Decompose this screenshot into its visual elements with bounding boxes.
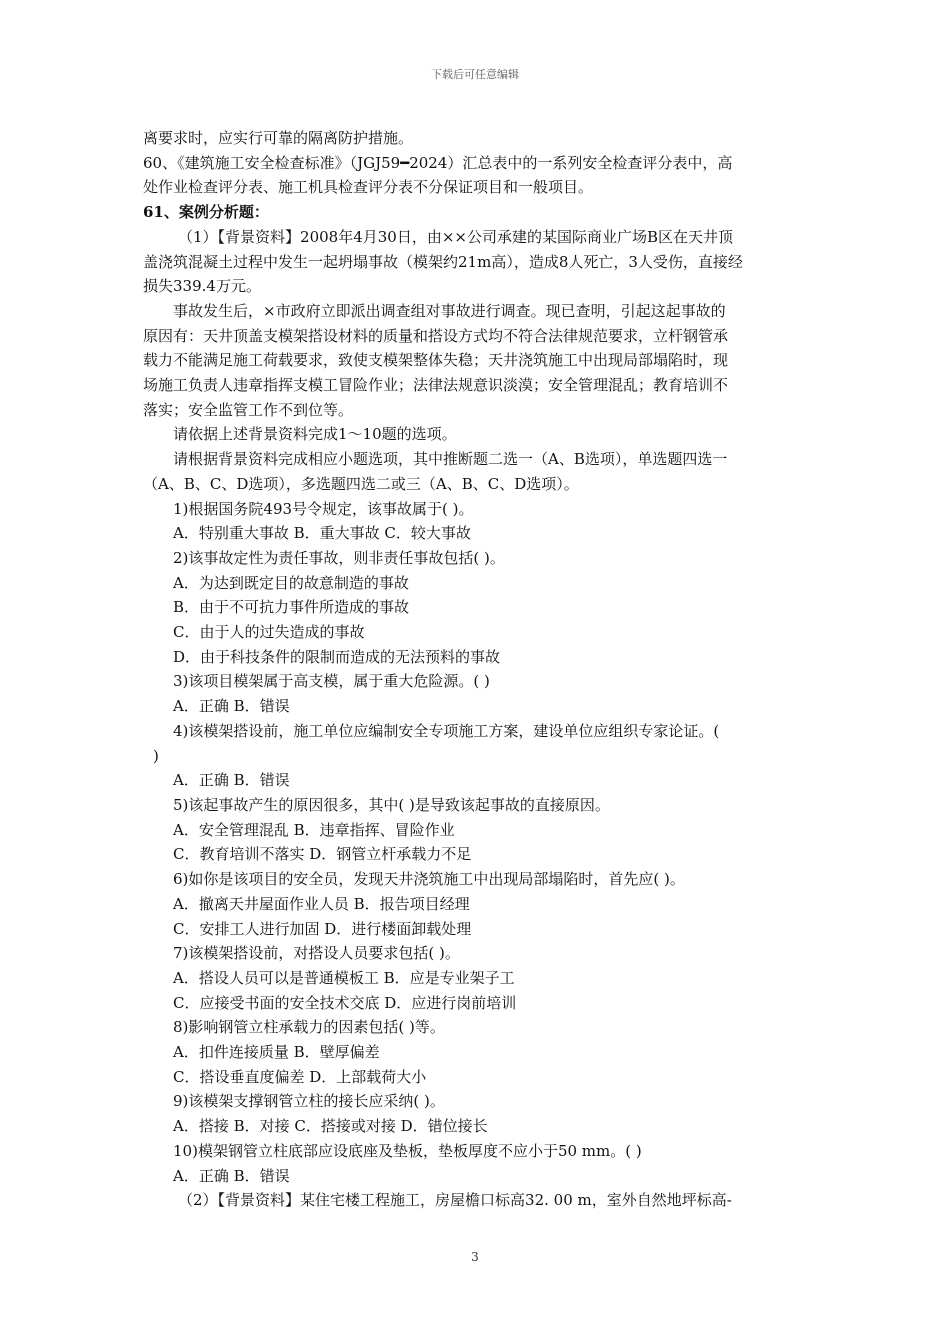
instruction-line: 请根据背景资料完成相应小题选项，其中推断题二选一（A、B选项），单选题四选一 [173,450,728,469]
options: C．应接受书面的安全技术交底 D．应进行岗前培训 [173,993,517,1012]
question: 9)该模架支撑钢管立柱的接长应采纳( )。 [173,1092,445,1111]
text-line: 载力不能满足施工荷载要求，致使支模架整体失稳；天井浇筑施工中出现局部塌陷时，现 [143,351,729,370]
instruction-line: 请依据上述背景资料完成1～10题的选项。 [173,425,457,444]
question: 5)该起事故产生的原因很多，其中( )是导致该起事故的直接原因。 [173,795,610,814]
text-line: 盖浇筑混凝土过程中发生一起坍塌事故（模架约21m高），造成8人死亡，3人受伤，直接经 [143,252,743,271]
option: D．由于科技条件的限制而造成的无法预料的事故 [173,647,501,666]
options: A．搭设人员可以是普通模板工 B．应是专业架子工 [173,968,515,987]
question: 1)根据国务院493号令规定，该事故属于( )。 [173,499,474,518]
options: A．安全管理混乱 B．违章指挥、冒险作业 [173,820,455,839]
text-line: 60、《建筑施工安全检查标准》（JGJ59━2024）汇总表中的一系列安全检查评分表中，高 [143,153,733,172]
option: A．为达到既定目的故意制造的事故 [173,573,409,592]
paragraph-line: 事故发生后，×市政府立即派出调查组对事故进行调查。现已查明，引起这起事故的 [173,301,726,320]
text-line: 处作业检查评分表、施工机具检查评分表不分保证项目和一般项目。 [143,178,594,197]
question: 8)影响钢管立柱承载力的因素包括( )等。 [173,1018,445,1037]
text-line: 损失339.4万元。 [143,277,261,296]
options: C．安排工人进行加固 D．进行楼面卸载处理 [173,919,472,938]
options: A．撤离天井屋面作业人员 B．报告项目经理 [173,894,470,913]
question: 6)如你是该项目的安全员，发现天井浇筑施工中出现局部塌陷时，首先应( )。 [173,870,685,889]
question: 3)该项目模架属于高支模，属于重大危险源。( ) [173,672,490,691]
question: 4)该模架搭设前，施工单位应编制安全专项施工方案，建设单位应组织专家论证。( [173,721,720,740]
options: A．正确 B．错误 [173,771,290,790]
question: 7)该模架搭设前，对搭设人员要求包括( )。 [173,944,460,963]
options: A．正确 B．错误 [173,697,290,716]
options: A．正确 B．错误 [173,1166,290,1185]
case-heading: （1）【背景资料】2008年4月30日，由××公司承建的某国际商业广场B区在天井顶 [178,227,734,246]
text-line: 场施工负责人违章指挥支模工冒险作业；法律法规意识淡漠；安全管理混乱；教育培训不 [143,376,729,395]
options: C．教育培训不落实 D．钢管立杆承载力不足 [173,845,472,864]
question: 10)模架钢管立柱底部应设底座及垫板，垫板厚度不应小于50 mm。( ) [173,1141,642,1160]
section-heading: 61、案例分析题： [143,203,269,222]
page-header: 下载后可任意编辑 [431,68,519,81]
instruction-line: （A、B、C、D选项），多选题四选二或三（A、B、C、D选项）。 [143,474,579,493]
option: B．由于不可抗力事件所造成的事故 [173,598,410,617]
question: 2)该事故定性为责任事故，则非责任事故包括( )。 [173,548,505,567]
case-heading: （2）【背景资料】某住宅楼工程施工，房屋檐口标高32. 00 m，室外自然地坪标高- [178,1191,732,1210]
options: A．特别重大事故 B．重大事故 C．较大事故 [173,524,471,543]
text-line: 落实；安全监管工作不到位等。 [143,400,354,419]
options: A．搭接 B．对接 C．搭接或对接 D．错位接长 [173,1117,488,1136]
page-number: 3 [471,1250,479,1264]
text-line: 离要求时，应实行可靠的隔离防护措施。 [143,129,414,147]
options: C．搭设垂直度偏差 D．上部载荷大小 [173,1067,427,1086]
text-line: 原因有：天井顶盖支模架搭设材料的质量和搭设方式均不符合法律规范要求，立杆钢管承 [143,326,729,345]
option: C．由于人的过失造成的事故 [173,623,365,642]
options: A．扣件连接质量 B．壁厚偏差 [173,1043,380,1062]
question-continuation: ) [153,746,159,765]
document-body [143,126,809,1213]
